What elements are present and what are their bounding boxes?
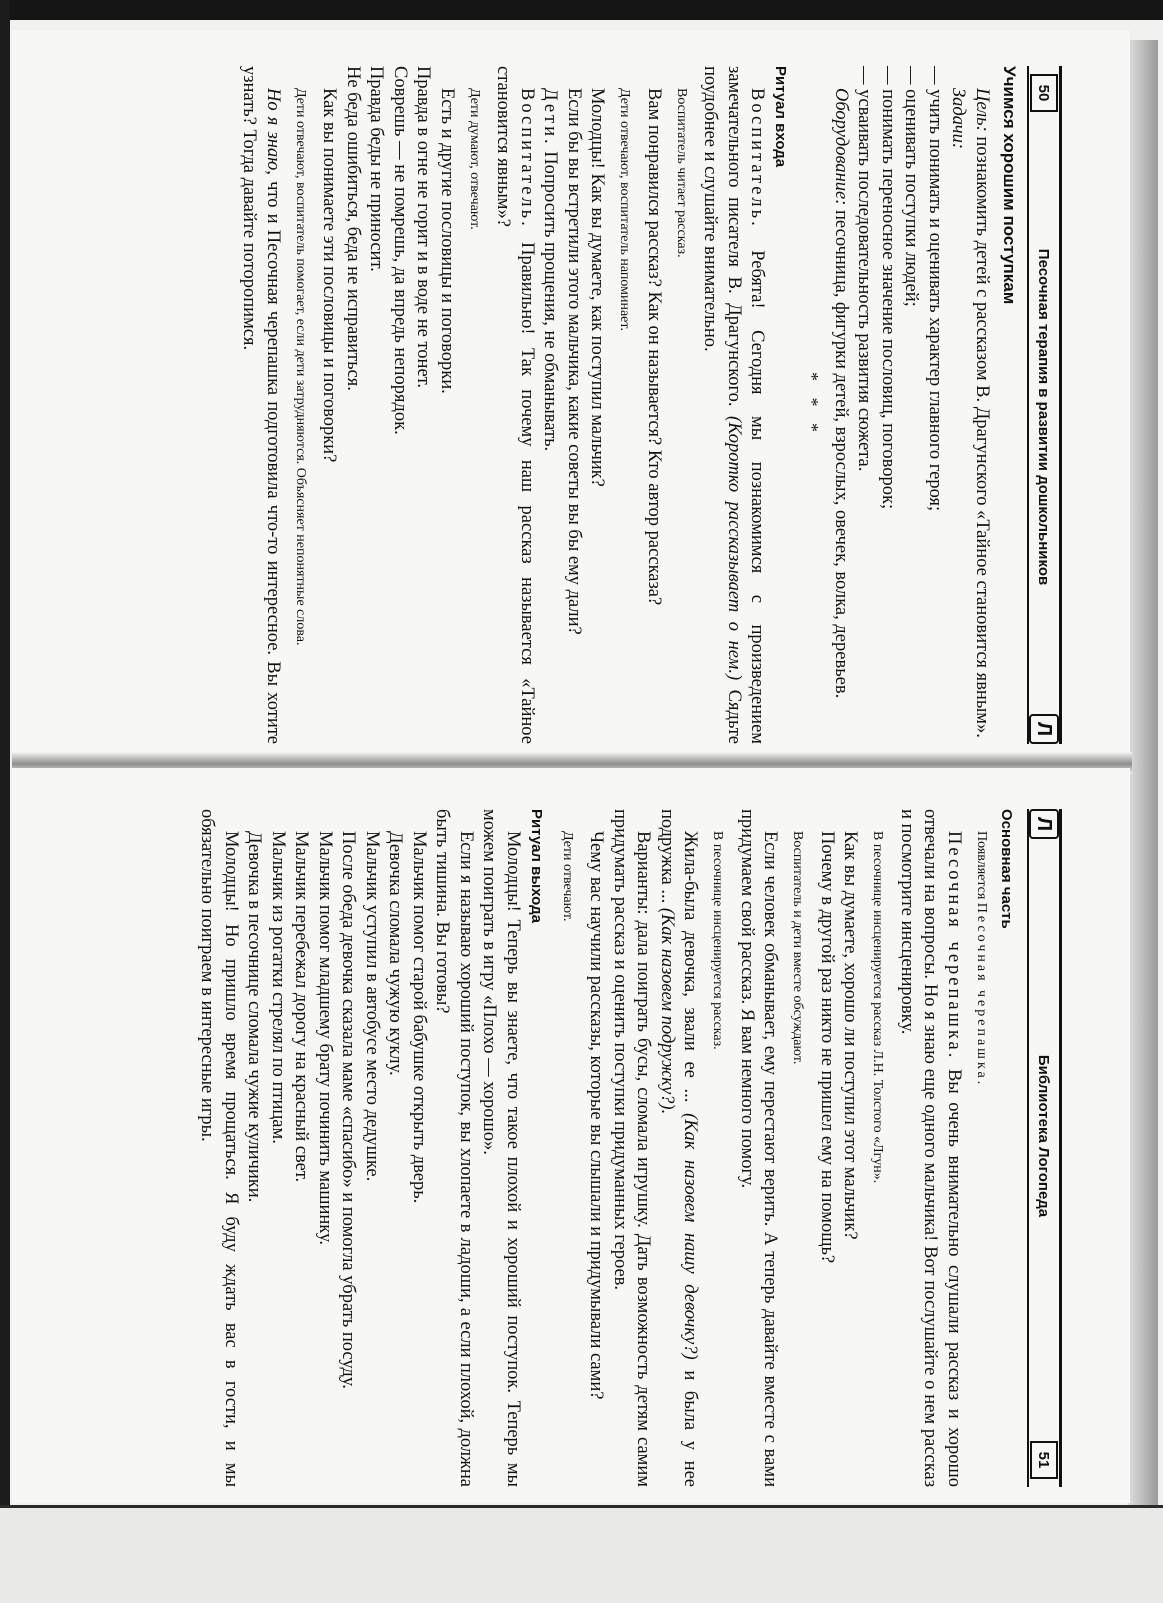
final-paragraph-50: Но я знаю, что и Песочная черепашка подготовила что-то интересное. Вы хотите узнать? Тогда давайте поторопимся.	[239, 66, 283, 745]
stage-direction-1: Воспитатель читает рассказ.	[674, 88, 689, 258]
situation-3: Мальчик уступил в автобусе место дедушке.	[362, 831, 382, 1182]
question-51-2: Почему в другой раз никто не пришел ему на помощь?	[817, 831, 837, 1264]
question-4: Как вы понимаете эти пословицы и поговорки?	[319, 88, 340, 463]
variants: Варианты: дала поиграть бусы, сломала игрушку. Дать возможность детям самим придумать рассказ и оценить поступки придуманных героев.	[610, 809, 654, 1487]
situation-4: После обеда девочка сказала маме «спасибо» и помогла убрать посуду.	[338, 831, 359, 1389]
logo-l-51: Л	[1029, 809, 1059, 839]
text-51-3: Если я называю хороший поступок, вы хлопаете в ладоши, а если плохой, должна быть тишина. Вы готовы?	[432, 809, 476, 1487]
proverb-4: Не беда ошибиться, беда не исправиться.	[343, 66, 363, 391]
running-head-50	[1027, 66, 1062, 744]
proverbs-intro: Есть и другие пословицы и поговорки.	[437, 88, 457, 394]
page-50	[12, 30, 1130, 762]
running-head-title-50: Песочная терапия в развитии дошкольников	[1035, 248, 1053, 586]
question-1: Вам понравился рассказ? Как он называется? Кто автор рассказа?	[644, 88, 664, 606]
situation-5: Мальчик помог младшему брату починить машинку.	[315, 831, 335, 1245]
scan-edge-left	[0, 0, 10, 1600]
situation-6: Мальчик перебежал дорогу на красный свет.	[291, 831, 312, 1183]
running-head-title-51: Библиотека Логопеда	[1035, 1054, 1053, 1218]
stage-direction-51-1: В песочнице инсценируется рассказ Л.Н. Толстого «Лгун».	[870, 831, 886, 1184]
final-paragraph-51: Молодцы! Но пришло время прощаться. Я буду ждать вас в гости, и мы обязательно поиграем в интересные игры.	[197, 809, 241, 1487]
situation-1: Мальчик помог старой бабушке открыть дверь.	[409, 831, 429, 1204]
turtle-speech: Песочная черепашка. Вы очень внимательно слушали рассказ и хорошо отвечали на вопросы. Но я знаю еще одного мальчика! Вот послушайте о нем рассказ и посмотрите инсценировку.	[897, 809, 964, 1487]
question-51-3: Чему вас научили рассказы, которые вы слышали и придумывали сами?	[586, 831, 607, 1400]
ritual-in-title: Ритуал входа	[772, 66, 790, 168]
stage-direction-4: Дети отвечают, воспитатель помогает, если дети затрудняются. Объясняет непонятные слова.	[293, 88, 308, 646]
situation-2: Девочка сломала чужую куклу.	[385, 831, 406, 1076]
question-2: Молодцы! Как вы думаете, как поступил мальчик?	[587, 88, 608, 487]
stage-direction-51-2: Воспитатель и дети вместе обсуждают.	[790, 831, 806, 1065]
proverb-1: Правда в огне не горит и в воде не тонет.	[413, 66, 434, 388]
stage-direction-2: Дети отвечают, воспитатель напоминает.	[617, 88, 633, 331]
proverb-2: Соврешь — не помрешь, да впредь непорядок.	[390, 66, 410, 435]
ritual-out-title: Ритуал выхода	[528, 809, 545, 923]
task-3: — понимать переносное значение пословиц, поговорок;	[878, 66, 898, 510]
page-number-50: 50	[1030, 74, 1058, 112]
text-51-2: Молодцы! Теперь вы знаете, что такое плохой и хороший поступок. Теперь мы можем поиграть в игру «Плохо — хорошо».	[479, 809, 523, 1487]
stage-direction-51-4: Дети отвечают.	[560, 831, 575, 922]
scan-edge-bottom	[0, 1505, 1163, 1603]
logo-l-50: Л	[1029, 714, 1059, 744]
story-line: Жила-была девочка, звали ее ... (Как назовем нашу девочку?) и была у нее подружка ... (Как назовем подружку?).	[657, 809, 701, 1488]
text-51-1: Если человек обманывает, ему перестают верить. А теперь давайте вместе с вами придумаем свой рассказ. Я вам немного помогу.	[737, 809, 781, 1487]
tasks-label: Задачи:	[948, 88, 969, 150]
equipment: Оборудование: песочница, фигурки детей, взрослых, овечек, волка, деревьев.	[831, 88, 851, 699]
book-page-edges	[1128, 40, 1158, 1510]
page-50-text	[62, 60, 1062, 750]
teacher-reply: Воспитатель. Правильно! Так почему наш рассказ называется «Тайное становится явным»?	[493, 66, 537, 744]
task-1: — учить понимать и оценивать характер главного героя;	[925, 66, 945, 512]
task-2: — оценивать поступки людей;	[901, 66, 922, 307]
running-head-51	[1027, 809, 1062, 1487]
situation-8: Девочка в песочнице сломала чужие куличики.	[244, 831, 265, 1203]
scan-edge-top	[0, 0, 1163, 20]
main-part-title: Основная часть	[998, 809, 1015, 929]
task-4: — усваивать последовательность развития сюжета.	[854, 66, 875, 472]
question-3: Если бы вы встретили этого мальчика, какие советы вы бы ему дали?	[564, 88, 584, 635]
question-51-1: Как вы думаете, хорошо ли поступил этот мальчик?	[840, 831, 861, 1240]
proverb-3: Правда беды не приносит.	[366, 66, 387, 272]
page-51	[12, 768, 1130, 1503]
children-answer: Дети. Попросить прощения, не обманывать.	[540, 88, 561, 452]
appears-line: Появляется Песочная черепашка.	[974, 831, 989, 1088]
teacher-intro: Воспитатель. Ребята! Сегодня мы познакомимся с произведением замечательного писателя В. Драгунского. (Коротко рассказывает о нем.) Сядьте поудобнее и слушайте внимательно.	[700, 66, 768, 744]
goal: Цель: познакомить детей с рассказом В. Драгунского «Тайное становится явным».	[972, 88, 992, 738]
stage-direction-3: Дети думают, отвечают.	[467, 88, 482, 230]
stage-direction-51-3: В песочнице инсценируется рассказ.	[710, 831, 726, 1050]
page-number-51: 51	[1030, 1441, 1058, 1479]
situation-7: Мальчик из рогатки стрелял по птицам.	[268, 831, 288, 1144]
page-51-text	[62, 803, 1062, 1493]
lesson-title: Учимся хорошим поступкам	[1000, 66, 1019, 305]
section-stars: * * *	[802, 372, 823, 438]
